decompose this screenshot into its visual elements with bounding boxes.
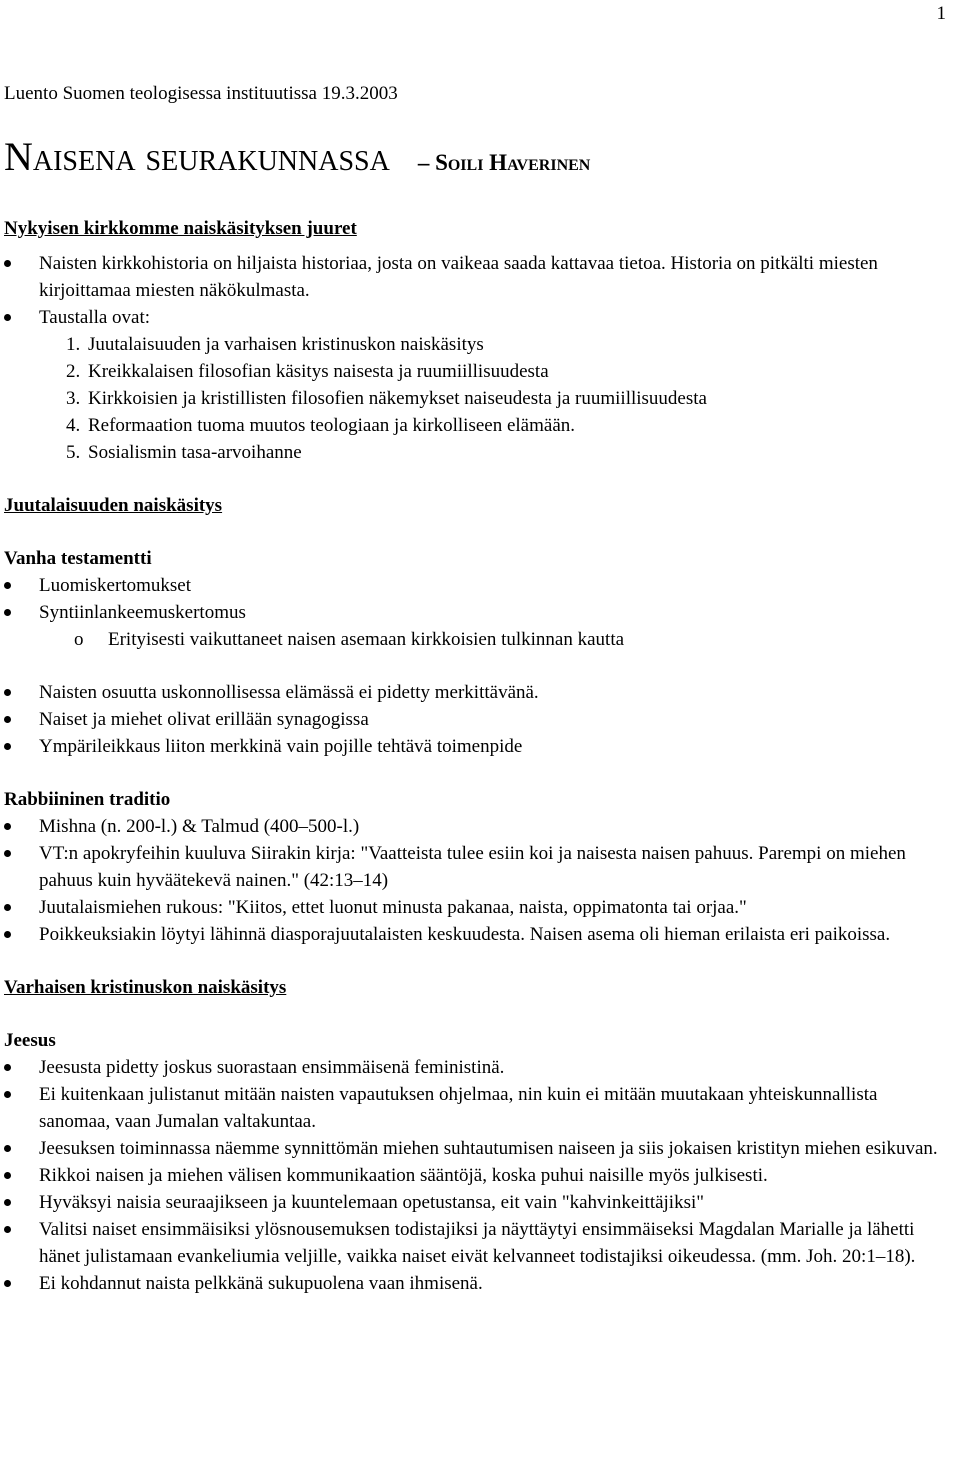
list-item: VT:n apokryfeihin kuuluva Siirakin kirja: "Vaatteista tulee esiin koi ja naisesta naisen pahuus. Parempi on miehen pahuus kuin hyväätekevä nainen." (42:13–14)	[4, 840, 950, 894]
list-item: Rikkoi naisen ja miehen välisen kommunikaation sääntöjä, koska puhui naisille myös julkisesti.	[4, 1162, 950, 1189]
list-item: Jeesuksen toiminnassa näemme synnittömän miehen suhtautumisen naiseen ja siis jokaisen kristityn miehen esikuvan.	[4, 1135, 950, 1162]
list-item: Ei kuitenkaan julistanut mitään naisten vapautuksen ohjelmaa, nin kuin ei mitään muutakaan yhteiskunnallista sanomaa, vaan Jumalan valtakuntaa.	[4, 1081, 950, 1135]
list-item: Naisten kirkkohistoria on hiljaista historiaa, josta on vaikeaa saada kattavaa tietoa. Historia on pitkälti miesten kirjoittamaa miesten näkökulmasta.	[4, 250, 950, 304]
lecture-info: Luento Suomen teologisessa instituutissa 19.3.2003	[4, 83, 398, 104]
vt-bullet-list	[4, 572, 950, 626]
subheading-rabbinic: Rabbiininen traditio	[4, 789, 171, 810]
document-body	[4, 80, 950, 1297]
list-item: Juutalaismiehen rukous: "Kiitos, ettet luonut minusta pakanaa, naista, oppimatonta tai orjaa."	[4, 894, 950, 921]
numbered-item: 5. Sosialismin tasa-arvoihanne	[66, 442, 302, 463]
numbered-item: 4. Reformaation tuoma muutos teologiaan ja kirkolliseen elämään.	[66, 415, 575, 436]
list-item: Ei kohdannut naista pelkkänä sukupuolena vaan ihmisenä.	[4, 1270, 950, 1297]
list-item: Poikkeuksiakin löytyi lähinnä diasporajuutalaisten keskuudesta. Naisen asema oli hieman erilaista eri paikoissa.	[4, 921, 950, 948]
author-name: – Soili Haverinen	[417, 150, 591, 175]
list-item: Mishna (n. 200-l.) & Talmud (400–500-l.)	[4, 813, 950, 840]
subheading-jesus: Jeesus	[4, 1030, 56, 1051]
title-row	[4, 133, 950, 181]
subheading-old-testament: Vanha testamentti	[4, 548, 152, 569]
list-item: Naisten osuutta uskonnollisessa elämässä ei pidetty merkittävänä.	[4, 679, 950, 706]
numbered-item: 3. Kirkkoisien ja kristillisten filosofien näkemykset naiseudesta ja ruumiillisuudesta	[66, 388, 707, 409]
numbered-item: 2. Kreikkalaisen filosofian käsitys naisesta ja ruumiillisuudesta	[66, 361, 549, 382]
list-item: Syntiinlankeemuskertomus	[4, 599, 950, 626]
list-item: Valitsi naiset ensimmäisiksi ylösnousemuksen todistajiksi ja näyttäytyi ensimmäiseksi Magdalan Marialle ja lähetti hänet julistamaan evankeliumia veljille, vaikka naiset eivät kelvanneet todistajiksi oikeudessa. (mm. Joh. 20:1–18).	[4, 1216, 950, 1270]
list-item: Luomiskertomukset	[4, 572, 950, 599]
section-heading-judaism: Juutalaisuuden naiskäsitys	[4, 495, 223, 516]
jesus-bullet-list	[4, 1054, 950, 1297]
list-item: Hyväksyi naisia seuraajikseen ja kuuntelemaan opetustansa, eit vain "kahvinkeittäjiksi"	[4, 1189, 950, 1216]
list-item: Jeesusta pidetty joskus suorastaan ensimmäisenä feministinä.	[4, 1054, 950, 1081]
vt-bullet-list-2	[4, 679, 950, 760]
background-numbered-list	[4, 331, 950, 466]
list-item: Taustalla ovat:	[4, 304, 950, 331]
section-heading-early-christianity: Varhaisen kristinuskon naiskäsitys	[4, 977, 287, 998]
numbered-item: 1. Juutalaisuuden ja varhaisen kristinuskon naiskäsitys	[66, 334, 484, 355]
vt-sub-list	[4, 626, 950, 653]
roots-bullet-list	[4, 250, 950, 331]
list-item: Naiset ja miehet olivat erillään synagogissa	[4, 706, 950, 733]
page-number: 1	[936, 3, 946, 24]
list-item: Ympärileikkaus liiton merkkinä vain pojille tehtävä toimenpide	[4, 733, 950, 760]
document-title: Naisena seurakunnassa	[4, 134, 390, 179]
sub-list-item: o Erityisesti vaikuttaneet naisen asemaan kirkkoisien tulkinnan kautta	[74, 626, 950, 653]
rabbinic-bullet-list	[4, 813, 950, 948]
circle-marker: o	[74, 629, 84, 650]
section-heading-roots: Nykyisen kirkkomme naiskäsityksen juuret	[4, 218, 357, 239]
